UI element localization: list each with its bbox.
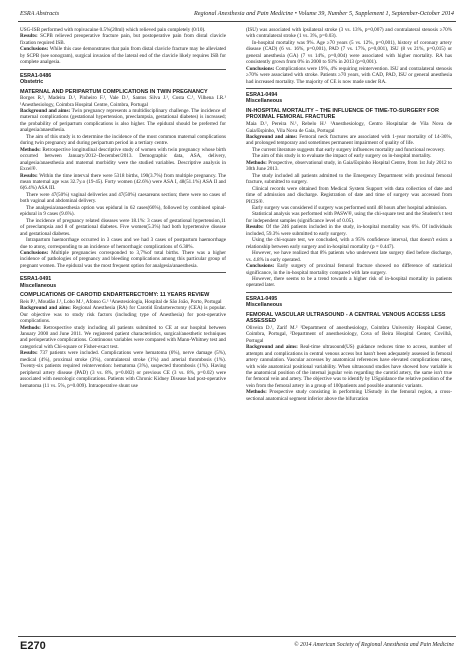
body-paragraph: Using the chi-square test, we concluded, with a 95% confidence interval, that doesn't exists a relationship between early surgery and in-hospital mortality (p = 0.447). bbox=[246, 237, 452, 250]
methods-paragraph: Methods: Retrospective longitudinal descriptive study of women with twin pregnancy whose birth occurred between January/2012–December/2013. Demographic data, ASA, delivery, analgesia/anaesthesia and maternal morbidity were the studied variables. Descriptive analysis in Excel®. bbox=[20, 146, 226, 173]
journal-citation: Regional Anesthesia and Pain Medicine • Volume 39, Number 5, Supplement 1, September-October 2014 bbox=[193, 10, 454, 17]
results-paragraph: The analgesia/anaesthesia option was epidural in 62 cases(66%), followed by combined spinal-epidural in 9 cases (9.6%). bbox=[20, 204, 226, 218]
results-paragraph: In-hospital mortality was 9%. Age ≥70 years (5 vs. 12%, p=0,001), history of coronary artery disease (CAD) (6 vs. 16%, p=0,001), PAD (7 vs. 17%, p=0,001), ISU (8 vs 21%, p=0,015) or general anesthesia (GA) (7 vs 14%, p=0,004) were associated with higher mortality. RA has consistently grown from 0% in 2000 to 93% in 2013 (p=0,001). bbox=[246, 39, 452, 66]
abstract-title: COMPLICATIONS OF CAROTID ENDARTERECTOMY: 11 YEARS REVIEW bbox=[20, 292, 210, 299]
background-paragraph: Background and aims: Twin pregnancy represents a multidisciplinary challenge. The incidence of maternal complications (gestational hypertension, preeclampsia, gestational diabetes) is increased; the probability of peripartum complications is also higher. The epidural should be preferred for analgesia/anaesthesia. bbox=[20, 108, 227, 134]
results-paragraph: Intrapartum haemorrhage occurred in 3 cases and we had 3 cases of postpartum haemorrhage due to atony, corresponding to an incidence of hemorrhagic complications of 6.38%. bbox=[20, 237, 226, 250]
abstract-authors: Oliveira D.¹, Zarif M.² ¹Department of anesthesiology, Coimbra University Hospital Center, Coimbra, Portugal, ²Department of anesthesiology, Cova of Beira Hospital Center, Covilhã, Portugal bbox=[246, 324, 452, 344]
abstract-category: Obstetric bbox=[20, 79, 44, 86]
abstract-title: MATERNAL AND PERIPARTUM COMPLICATIONS IN TWIN PREGNANCY bbox=[20, 88, 208, 95]
results-paragraph: Results: 737 patients were included. Complications were hematoma (6%), nerve damage (5%), medical (4%), proximal stroke (3%), contralateral stroke (1%) and arterial thrombosis (1%). Twenty-six patients required reintervention: hematoma (3%), suspected thrombosis (1%). Having peripheral artery disease (PAD) (3 vs. 8%, p=0.002) or previous CE (3 vs. 8%, p=0.02) were associated with neurologic complications. Patients with Chronic Kidney Disease had post-operative hematoma (11 vs. 5%, p=0.009). Intraoperative shunt use bbox=[20, 350, 227, 389]
abstract-title: FEMORAL VASCULAR ULTRASOUND - A CENTRAL VENOUS ACCESS LESS ASSESSED bbox=[246, 311, 446, 325]
continued-paragraph: USG-ISB performed with ropivacaine 0.5%(20ml) which relieved pain completely (0/10). bbox=[20, 27, 206, 33]
footer-rule bbox=[18, 636, 456, 637]
abstract-category: Miscellaneous bbox=[246, 98, 283, 105]
conclusions-paragraph: Conclusions: While this case demonstrates that pain from distal clavicle fracture may be alleviated by SCPB (see sonogram), surgical invasion of the lateral end of the clavicle likely requires ISB for complete analgesia. bbox=[20, 46, 226, 66]
abstract-divider bbox=[246, 292, 452, 293]
left-column bbox=[20, 27, 226, 389]
body-paragraph: The study included all patients admitted to the Emergency Department with proximal femoral fracture, submitted to surgery. bbox=[246, 172, 452, 186]
aim-paragraph: The aim of this study is to determine the incidence of the most common maternal complications during twin pregnancy and during peripartum period in a tertiary centre. bbox=[20, 133, 226, 147]
abstract-authors: Maia D.¹, Pereira N.¹, Rebelo H.¹ ¹Anesthesiology, Centro Hospitalar de Vila Nova de Gaia/Espinho, Vila Nova de Gaia, Portugal bbox=[246, 121, 452, 134]
abstract-authors: Borges R.¹, Madeira D.¹, Pinheiro F.¹, Vale D.¹, Santos Silva J.¹, Costa C.¹, Vilhena I.R.¹ ¹Anesthesiology, Coimbra Hospital Centre, Coimbra, Portugal bbox=[20, 95, 226, 108]
background-paragraph: Background and aims: Real-time ultrasound(US) guidance reduces time to access, number of attempts and complications in central venous access but hasn't been adequately assessed in femoral artery cannulation. Vascular accesses by anatomical references have elevated complications rates, with wide anatomical positional variability. When ultrasound studies have showed how variable is the anatomical position of the internal jugular vein regarding the carotid artery, the same isn't true for femoral vein and artery. The objective was to identify by USguidance the relative position of the vein from the femoral artery in a group of 100patients and possible anatomic variants. bbox=[246, 344, 452, 389]
conclusions-paragraph: Conclusions: Complications were 19%, 4% requiring reintervention. ISU and contralateral stenosis ≥70% were associated with stroke. Patients ≥70 years, with CAD, PAD, ISU or general anesthesia had increased mortality. The majority of CE is now made under RA. bbox=[246, 65, 452, 85]
page-footer bbox=[18, 636, 456, 654]
abstract-divider bbox=[20, 272, 226, 273]
abstract-id: ESRA1-0486 bbox=[20, 72, 52, 79]
body-paragraph: However, we have realized that 8% patients who underwent late surgery died before discharge, vs. 4.8% in early operated. bbox=[246, 250, 452, 263]
results-paragraph: There were 47(50%) vaginal deliveries and 47(50%) caesareans section; there were no cases of both vaginal and abdominal delivery. bbox=[20, 191, 226, 205]
abstract-id: ESRA1-0491 bbox=[20, 276, 52, 283]
background-paragraph: Background and aims: Femoral neck fractures are associated with 1-year mortality of 14-36%, and prolonged temporary and sometimes permanent impairment of quality of life. bbox=[246, 133, 452, 147]
body-paragraph: The current literature suggests that early surgery influences mortality and functional recovery. bbox=[252, 146, 446, 153]
page-number: E270 bbox=[20, 640, 46, 652]
abstract-category: Miscellaneous bbox=[246, 302, 283, 309]
abstract-category: Miscellaneous bbox=[20, 282, 57, 289]
body-paragraph: Early surgery was considered if surgery was performed until 48 hours after hospital admission. bbox=[252, 204, 448, 211]
body-paragraph: Clinical records were obtained from Medical System Support with data collection of date and time of admission and discharge. Registration of date and time of surgery was accessed from PICIS®. bbox=[246, 185, 452, 205]
methods-paragraph: Methods: Prospective, observational study, in Gaia/Espinho Hospital Centre, from 1st July 2012 to 30th June 2013. bbox=[246, 159, 453, 173]
conclusions-paragraph: Conclusions: Multiple pregnancies corresponded to 3,7%of total births. There was a higher incidence of pathologies of pregnancy and bleeding complications among this particular group of pregnant women. The epidural was the most frequent option for analgesia/anaesthesia. bbox=[20, 250, 226, 269]
results-paragraph: The incidence of pregnancy related diseases were 18.1%: 3 cases of gestational hypertension,11 of preeclampsia and 8 of gestational diabetes. Five women(5.3%) had both hypertensive disease and gestational diabetes. bbox=[20, 217, 226, 237]
copyright-notice: © 2014 American Society of Regional Anesthesia and Pain Medicine bbox=[294, 642, 454, 648]
abstract-divider bbox=[20, 69, 226, 70]
body-paragraph: However, there seems to be a trend towards a higher risk of in-hospital mortality in patients operated later. bbox=[246, 275, 452, 289]
background-paragraph: Background and aims: Regional Anesthesia (RA) for Carotid Endarterectomy (CEA) is popular. Our objective was to study risk factors (including type of Anesthesia) for post-operative complications. bbox=[20, 305, 226, 325]
conclusions-paragraph: Conclusions: Early surgery of proximal femoral fracture showed no difference of statistical significance, in the in-hospital mortality compared with late surgery. bbox=[246, 263, 452, 276]
abstract-id: ESRA1-0494 bbox=[246, 92, 278, 99]
abstract-authors: Reis P.¹, Moudão J.¹, Lobo M.¹, Afonso G.¹ ¹Anestesiologia, Hospital de São João, Porto, Portugal bbox=[20, 298, 222, 305]
journal-section-label: ESRA Abstracts bbox=[20, 10, 60, 17]
header-rule bbox=[18, 21, 456, 22]
abstract-id: ESRA1-0495 bbox=[246, 295, 278, 302]
right-column bbox=[246, 27, 452, 402]
body-paragraph: The aim of this study is to evaluate the impact of early surgery on in-hospital mortality. bbox=[252, 153, 432, 160]
results-paragraph: Results: Within the time interval there were 5318 births, 190(3.7%) from multiple pregnancy. The mean maternal age was 32.7y.o (19-45). Forty women (42.6%) were ASA I, 48(51.1%) ASA II and 6(6.4%) ASA III. bbox=[20, 172, 227, 192]
methods-paragraph: Methods: Prospective study consisting in performing USstudy in the femoral region, a cross-sectional anatomical segment inferior above the bifurcation bbox=[246, 389, 452, 402]
methods-paragraph: Methods: Retrospective study including all patients submitted to CE at our hospital between January 2000 and June 2011. We registered patient characteristics, surgical/anesthetic techniques and perioperative complications. Continuous variables were compared with Mann-Whitney test and categorical with Chi-square or Fisher-exact test. bbox=[20, 324, 226, 350]
results-paragraph: Results: SCPB relieved preoperative fracture pain, but postoperative pain from distal clavicle fixation required ISB. bbox=[20, 33, 226, 46]
continued-paragraph: (ISU) was associated with ipsilateral stroke (3 vs. 13%, p=0,007) and contralateral stenosis ≥70% with contralateral stroke (1 vs. 3%, p=0.03). bbox=[246, 27, 452, 40]
results-paragraph: Results: Of the 246 patients included in the study, in-hospital mortality was 6%. Of individuals included, 59.3% were submitted to early surgery. bbox=[246, 224, 453, 237]
body-paragraph: Statistical analysis was performed with PASW®, using the chi-square test and the Student's t test for independent samples (significance level of 0.05). bbox=[246, 211, 452, 224]
abstract-divider bbox=[246, 88, 452, 89]
abstract-title: IN-HOSPITAL MORTALITY – THE INFLUENCE OF TIME-TO-SURGERY FOR PROXIMAL FEMORAL FRACTURE bbox=[246, 107, 439, 121]
